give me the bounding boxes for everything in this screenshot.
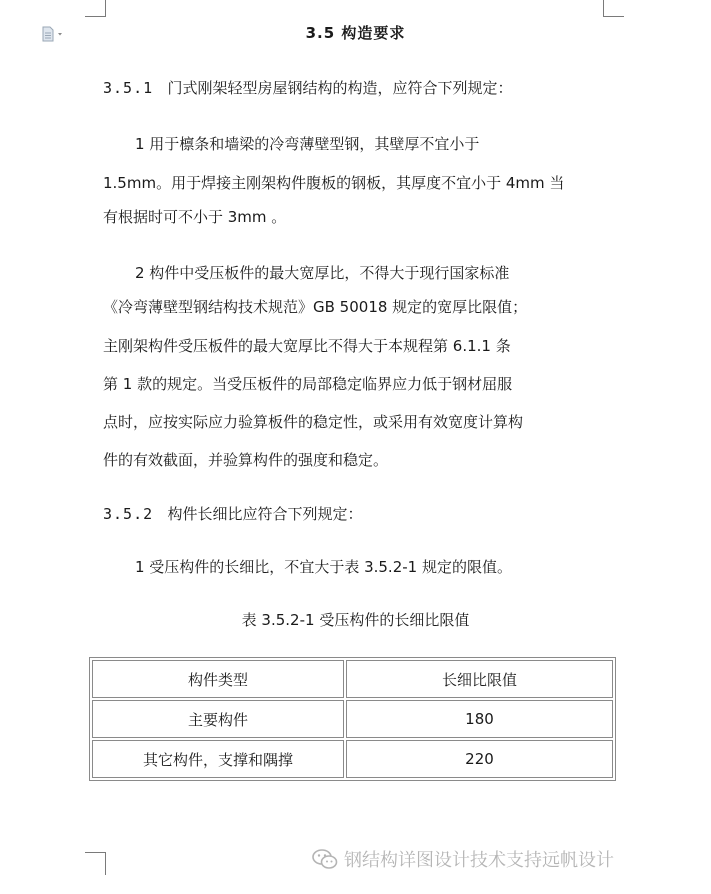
- watermark-text: 钢结构详图设计技术支持远帆设计: [344, 850, 614, 871]
- table-cell: 其它构件，支撑和隅撑: [92, 740, 344, 778]
- crop-mark-bottom-left: [85, 852, 106, 875]
- table-cell: 180: [346, 700, 613, 738]
- table-row: [92, 700, 613, 738]
- table-header-cell: 长细比限值: [346, 660, 613, 698]
- page-title: 3.5 构造要求: [305, 24, 406, 42]
- item-1-line-2: 1.5mm。用于焊接主刚架构件腹板的钢板，其厚度不宜小于 4mm 当: [103, 174, 565, 192]
- table-header-row: [92, 660, 613, 698]
- item-2-line-3: 主刚架构件受压板件的最大宽厚比不得大于本规程第 6.1.1 条: [103, 337, 511, 355]
- slenderness-limit-table: [89, 657, 616, 781]
- item-1-line-3: 有根据时可不小于 3mm 。: [103, 208, 287, 226]
- item-1-line-1: 1 用于檩条和墙梁的冷弯薄壁型钢，其壁厚不宜小于: [135, 135, 480, 153]
- clause-3-5-1: [103, 78, 512, 98]
- item-2-line-4: 第 1 款的规定。当受压板件的局部稳定临界应力低于钢材屈服: [103, 375, 513, 393]
- clause-3-5-2-item-1: 1 受压构件的长细比，不宜大于表 3.5.2-1 规定的限值。: [135, 558, 512, 576]
- crop-mark-top-left: [85, 0, 106, 17]
- crop-mark-top-right: [603, 0, 624, 17]
- table-cell: 主要构件: [92, 700, 344, 738]
- wechat-icon: [312, 848, 338, 875]
- item-2-line-5: 点时，应按实际应力验算板件的稳定性，或采用有效宽度计算构: [103, 413, 524, 431]
- clause-text: 构件长细比应符合下列规定：: [167, 505, 363, 523]
- table-row: [92, 740, 613, 778]
- watermark: [312, 846, 614, 875]
- item-2-line-6: 件的有效截面，并验算构件的强度和稳定。: [103, 451, 389, 469]
- clause-number: 3.5.1: [103, 79, 154, 97]
- item-2-line-1: 2 构件中受压板件的最大宽厚比，不得大于现行国家标准: [135, 264, 510, 282]
- clause-text: 门式刚架轻型房屋钢结构的构造，应符合下列规定：: [167, 79, 513, 97]
- table-header-cell: 构件类型: [92, 660, 344, 698]
- table-cell: 220: [346, 740, 613, 778]
- item-2-line-2: 《冷弯薄壁型钢结构技术规范》GB 50018 规定的宽厚比限值；: [103, 298, 528, 316]
- clause-number: 3.5.2: [103, 505, 154, 523]
- table-caption: 表 3.5.2-1 受压构件的长细比限值: [241, 611, 470, 629]
- clause-3-5-2: [103, 504, 362, 524]
